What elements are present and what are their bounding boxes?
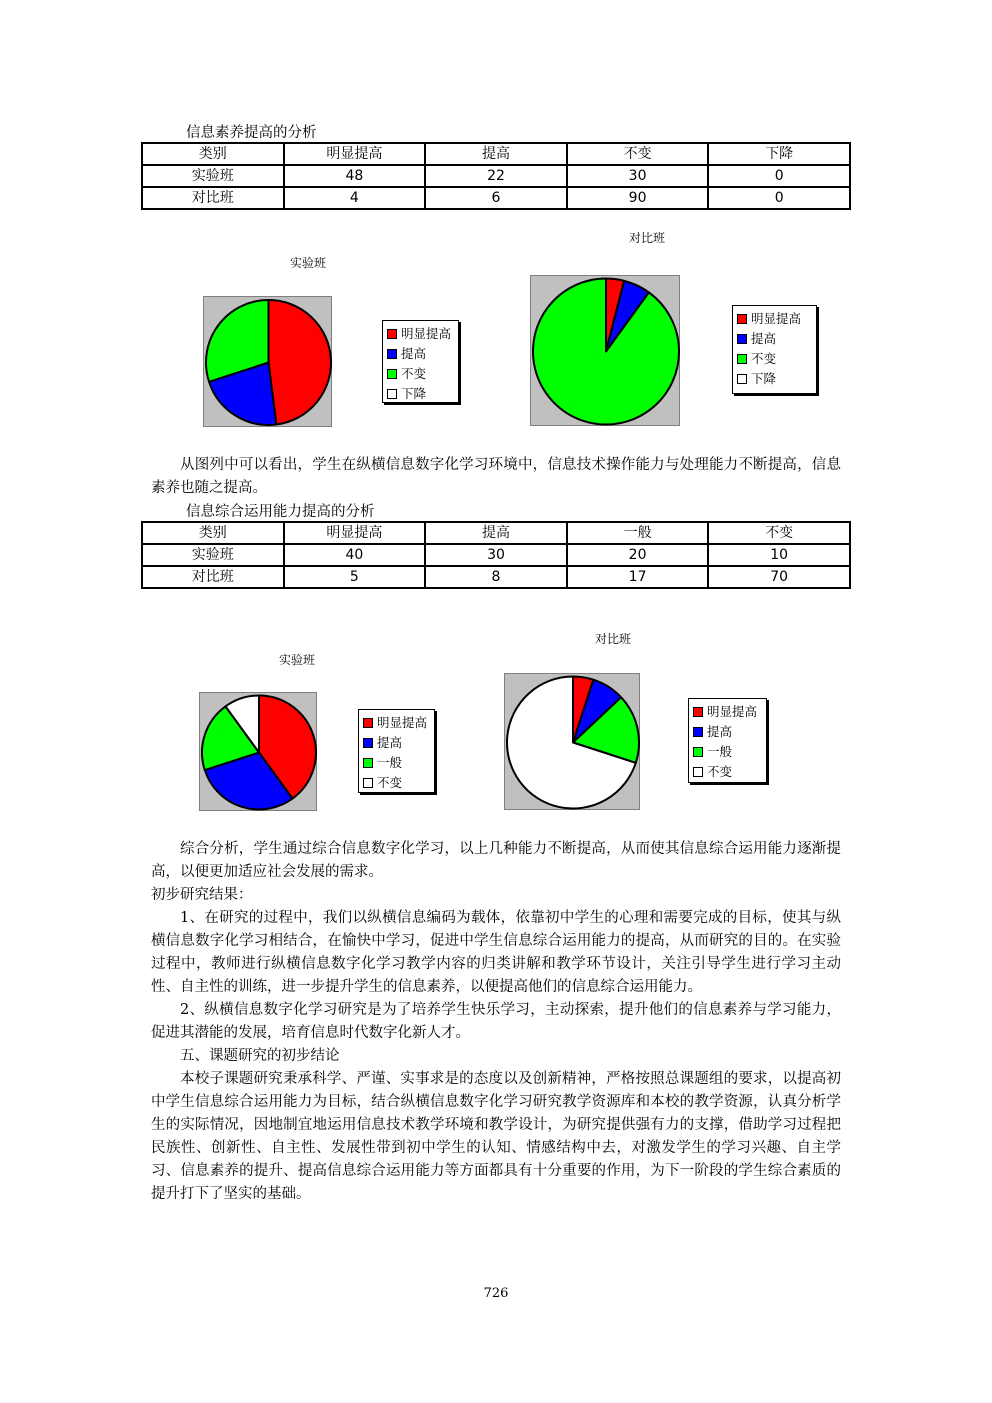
legend-item bbox=[693, 742, 762, 762]
legend-item bbox=[387, 364, 454, 384]
pie-chart bbox=[531, 276, 681, 427]
table-cell: 20 bbox=[567, 544, 709, 566]
pie-chart bbox=[505, 674, 641, 811]
legend-label: 一般 bbox=[377, 755, 403, 770]
legend-item bbox=[737, 329, 812, 349]
legend-item bbox=[693, 722, 762, 742]
chart-title: 实验班 bbox=[290, 256, 327, 270]
legend-item bbox=[363, 713, 430, 733]
header-cell: 明显提高 bbox=[284, 522, 426, 544]
paragraph-text: 1、在研究的过程中，我们以纵横信息编码为载体，依靠初中学生的心理和需要完成的目标，使其与纵横信息数字化学习相结合，在愉快中学习，促进中学生信息综合运用能力的提高，从而研究的目的。在实验过程中，教师进行纵横信息数字化学习教学内容的归类讲解和教学环节设计，关注引导学生进行学习主动性、自主性的训练，进一步提升学生的信息素养，以便提高他们的信息综合运用能力。 bbox=[151, 910, 841, 995]
table-cell: 6 bbox=[425, 187, 567, 209]
results-heading: 初步研究结果： bbox=[151, 887, 253, 903]
header-cell: 类别 bbox=[142, 522, 284, 544]
pie-frame bbox=[199, 692, 317, 811]
legend-label: 明显提高 bbox=[401, 326, 452, 341]
legend-label: 不变 bbox=[751, 351, 777, 366]
legend-item bbox=[737, 369, 812, 389]
table-cell: 实验班 bbox=[142, 165, 284, 187]
table-cell: 对比班 bbox=[142, 566, 284, 588]
table-cell: 对比班 bbox=[142, 187, 284, 209]
table-cell: 40 bbox=[284, 544, 426, 566]
legend-item bbox=[363, 773, 430, 793]
chart-legend bbox=[732, 305, 817, 394]
header-cell: 类别 bbox=[142, 143, 284, 165]
legend-swatch bbox=[737, 354, 747, 364]
pie-chart bbox=[204, 297, 333, 428]
legend-item bbox=[387, 384, 454, 404]
table-header-row bbox=[142, 522, 850, 544]
legend-swatch bbox=[387, 329, 397, 339]
legend-swatch bbox=[387, 349, 397, 359]
table-cell: 实验班 bbox=[142, 544, 284, 566]
chart-title: 实验班 bbox=[279, 653, 316, 667]
pie-chart bbox=[200, 693, 318, 812]
header-cell: 提高 bbox=[425, 143, 567, 165]
table2-caption: 信息综合运用能力提高的分析 bbox=[186, 504, 375, 520]
legend-label: 不变 bbox=[401, 366, 427, 381]
table-row bbox=[142, 187, 850, 209]
pie-frame bbox=[203, 296, 332, 427]
pie-slice-3 bbox=[533, 279, 679, 425]
table1-caption: 信息素养提高的分析 bbox=[186, 125, 317, 141]
legend-swatch bbox=[387, 389, 397, 399]
legend-swatch bbox=[363, 778, 373, 788]
table-cell: 17 bbox=[567, 566, 709, 588]
page-number: 726 bbox=[483, 1286, 509, 1301]
legend-swatch bbox=[693, 727, 703, 737]
header-cell: 一般 bbox=[567, 522, 709, 544]
section-heading: 五、课题研究的初步结论 bbox=[180, 1048, 340, 1064]
legend-swatch bbox=[737, 314, 747, 324]
chart-title: 对比班 bbox=[595, 632, 632, 646]
table-cell: 30 bbox=[567, 165, 709, 187]
table-cell: 48 bbox=[284, 165, 426, 187]
legend-item bbox=[737, 349, 812, 369]
table-cell: 4 bbox=[284, 187, 426, 209]
legend-label: 提高 bbox=[401, 346, 427, 361]
paragraph-text: 从图列中可以看出，学生在纵横信息数字化学习环境中，信息技术操作能力与处理能力不断提高，信息素养也随之提高。 bbox=[151, 457, 841, 496]
header-cell: 不变 bbox=[567, 143, 709, 165]
legend-label: 不变 bbox=[377, 775, 403, 790]
table-row bbox=[142, 544, 850, 566]
chart-title: 对比班 bbox=[629, 231, 666, 245]
legend-swatch bbox=[693, 767, 703, 777]
legend-label: 明显提高 bbox=[751, 311, 802, 326]
legend-label: 一般 bbox=[707, 744, 733, 759]
legend-label: 提高 bbox=[751, 331, 777, 346]
body-text bbox=[151, 838, 841, 1206]
pie-frame bbox=[530, 275, 680, 426]
chart-legend bbox=[382, 320, 459, 403]
header-cell: 明显提高 bbox=[284, 143, 426, 165]
legend-swatch bbox=[737, 334, 747, 344]
paragraph-text: 综合分析，学生通过综合信息数字化学习，以上几种能力不断提高，从而使其信息综合运用能力逐渐提高，以便更加适应社会发展的需求。 bbox=[151, 841, 841, 880]
pie-frame bbox=[504, 673, 640, 810]
legend-label: 提高 bbox=[707, 724, 733, 739]
legend-label: 不变 bbox=[707, 764, 733, 779]
legend-item bbox=[693, 702, 762, 722]
table-cell: 70 bbox=[708, 566, 850, 588]
table-row bbox=[142, 165, 850, 187]
chart-legend bbox=[358, 709, 435, 793]
legend-swatch bbox=[363, 758, 373, 768]
table1 bbox=[141, 142, 851, 210]
legend-label: 提高 bbox=[377, 735, 403, 750]
legend-swatch bbox=[693, 747, 703, 757]
table-cell: 0 bbox=[708, 165, 850, 187]
legend-swatch bbox=[363, 738, 373, 748]
legend-swatch bbox=[363, 718, 373, 728]
paragraph-text: 本校子课题研究秉承科学、严谨、实事求是的态度以及创新精神，严格按照总课题组的要求，以提高初中学生信息综合运用能力为目标，结合纵横信息数字化学习研究教学资源库和本校的教学资源，认真分析学生的实际情况，因地制宜地运用信息技术教学环境和教学设计，为研究提供强有力的支撑，借助学习过程把民族性、创新性、自主性、发展性带到初中学生的认知、情感结构中去，对激发学生的学习兴趣、自主学习、信息素养的提升、提高信息综合运用能力等方面都具有十分重要的作用，为下一阶段的学生综合素质的提升打下了坚实的基础。 bbox=[151, 1071, 841, 1202]
legend-label: 明显提高 bbox=[377, 715, 428, 730]
table2 bbox=[141, 521, 851, 589]
chart-legend bbox=[688, 698, 767, 783]
table-header-row bbox=[142, 143, 850, 165]
table-cell: 22 bbox=[425, 165, 567, 187]
legend-swatch bbox=[737, 374, 747, 384]
table-cell: 30 bbox=[425, 544, 567, 566]
legend-swatch bbox=[693, 707, 703, 717]
legend-item bbox=[387, 324, 454, 344]
legend-item bbox=[387, 344, 454, 364]
table-cell: 8 bbox=[425, 566, 567, 588]
table-cell: 10 bbox=[708, 544, 850, 566]
legend-swatch bbox=[387, 369, 397, 379]
table-cell: 90 bbox=[567, 187, 709, 209]
table-row bbox=[142, 566, 850, 588]
pie-slice-1 bbox=[269, 300, 332, 425]
analysis-paragraph bbox=[151, 454, 841, 500]
legend-label: 下降 bbox=[401, 386, 427, 401]
header-cell: 不变 bbox=[708, 522, 850, 544]
table-cell: 5 bbox=[284, 566, 426, 588]
legend-label: 下降 bbox=[751, 371, 777, 386]
legend-label: 明显提高 bbox=[707, 704, 758, 719]
legend-item bbox=[363, 733, 430, 753]
legend-item bbox=[737, 309, 812, 329]
header-cell: 提高 bbox=[425, 522, 567, 544]
legend-item bbox=[693, 762, 762, 782]
table-cell: 0 bbox=[708, 187, 850, 209]
header-cell: 下降 bbox=[708, 143, 850, 165]
paragraph-text: 2、纵横信息数字化学习研究是为了培养学生快乐学习，主动探索，提升他们的信息素养与学习能力，促进其潜能的发展，培育信息时代数字化新人才。 bbox=[151, 1002, 841, 1041]
legend-item bbox=[363, 753, 430, 773]
